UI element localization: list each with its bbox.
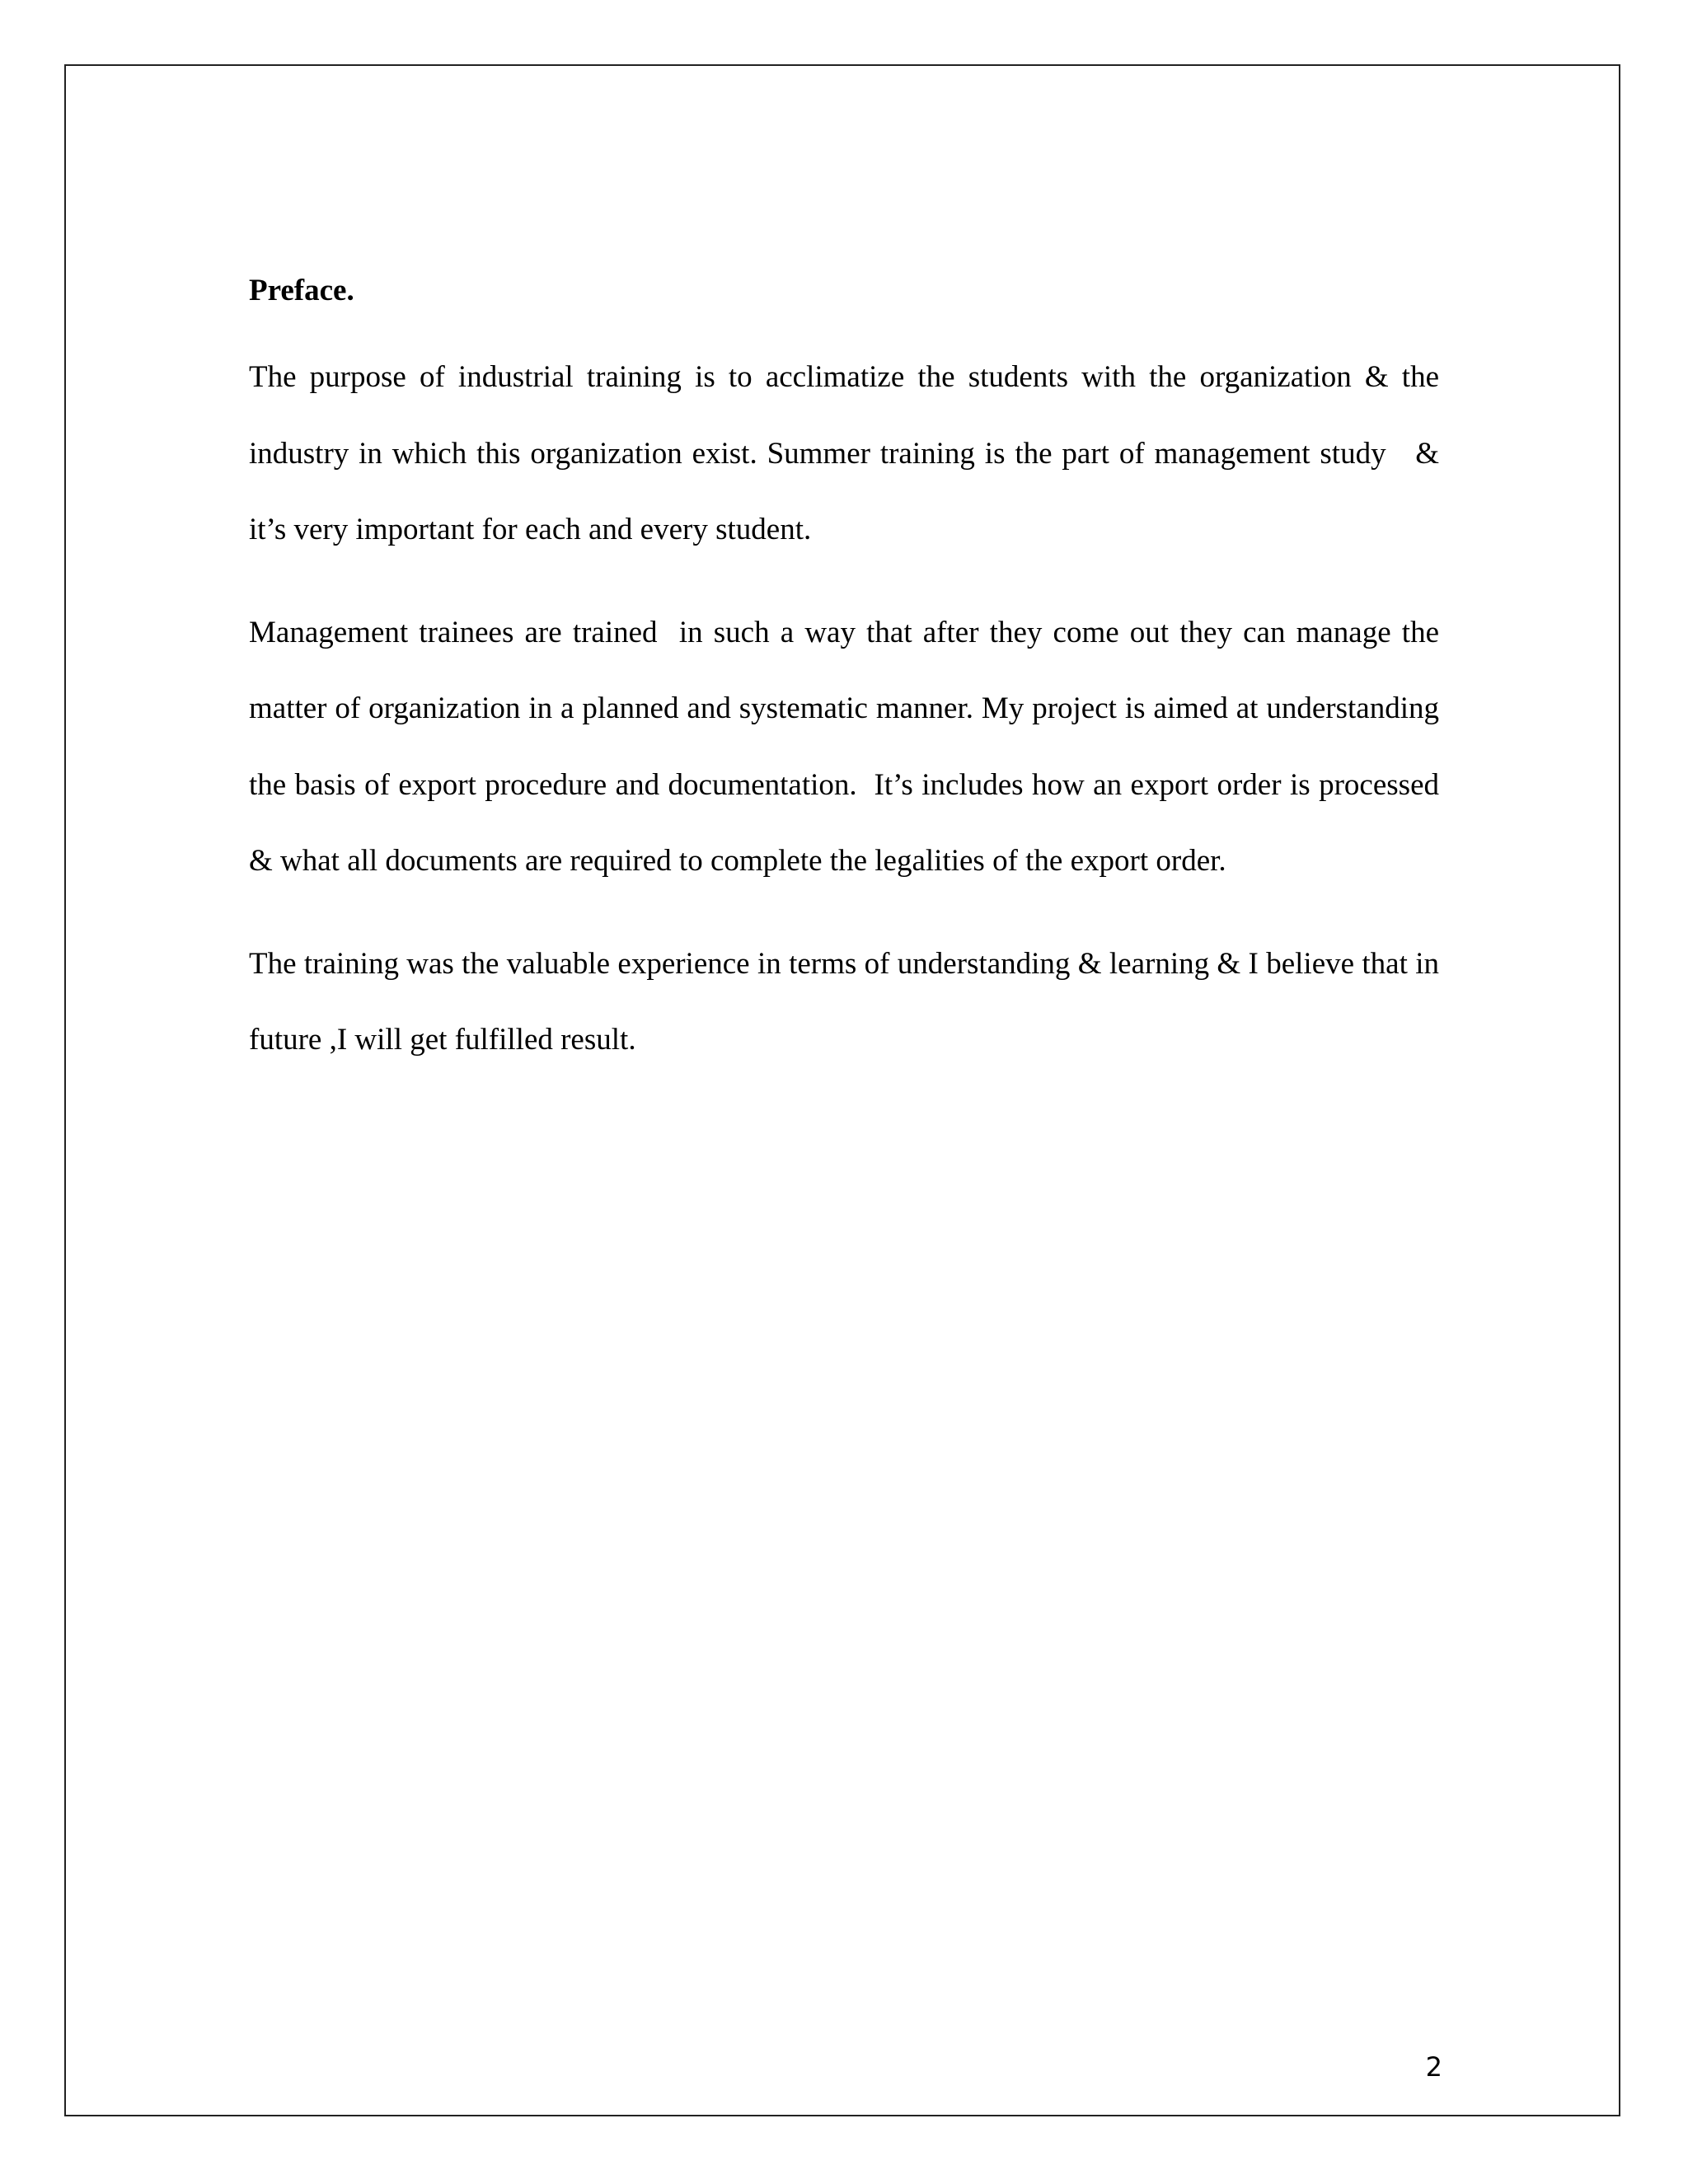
paragraph-management-trainees: Management trainees are trained in such a way that after they come out they can manage the matter of organization in a planned and systematic manner. My project is aimed at understanding the basis of export procedure and documentation. It’s includes how an export order is processed & what all documents are required to complete the legalities of the export order. <box>249 615 1447 878</box>
page-title: Preface. <box>249 274 354 307</box>
page-content <box>249 262 1447 1105</box>
paragraph-purpose: The purpose of industrial training is to acclimatize the students with the organization & the industry in which this organization exist. Summer training is the part of management study & it’s very important for each and every student. <box>249 360 1447 546</box>
paragraph-training-experience: The training was the valuable experience in terms of understanding & learning & I believe that in future ,I will get fulfilled result. <box>249 946 1447 1057</box>
page-number: 2 <box>1425 2051 1442 2083</box>
